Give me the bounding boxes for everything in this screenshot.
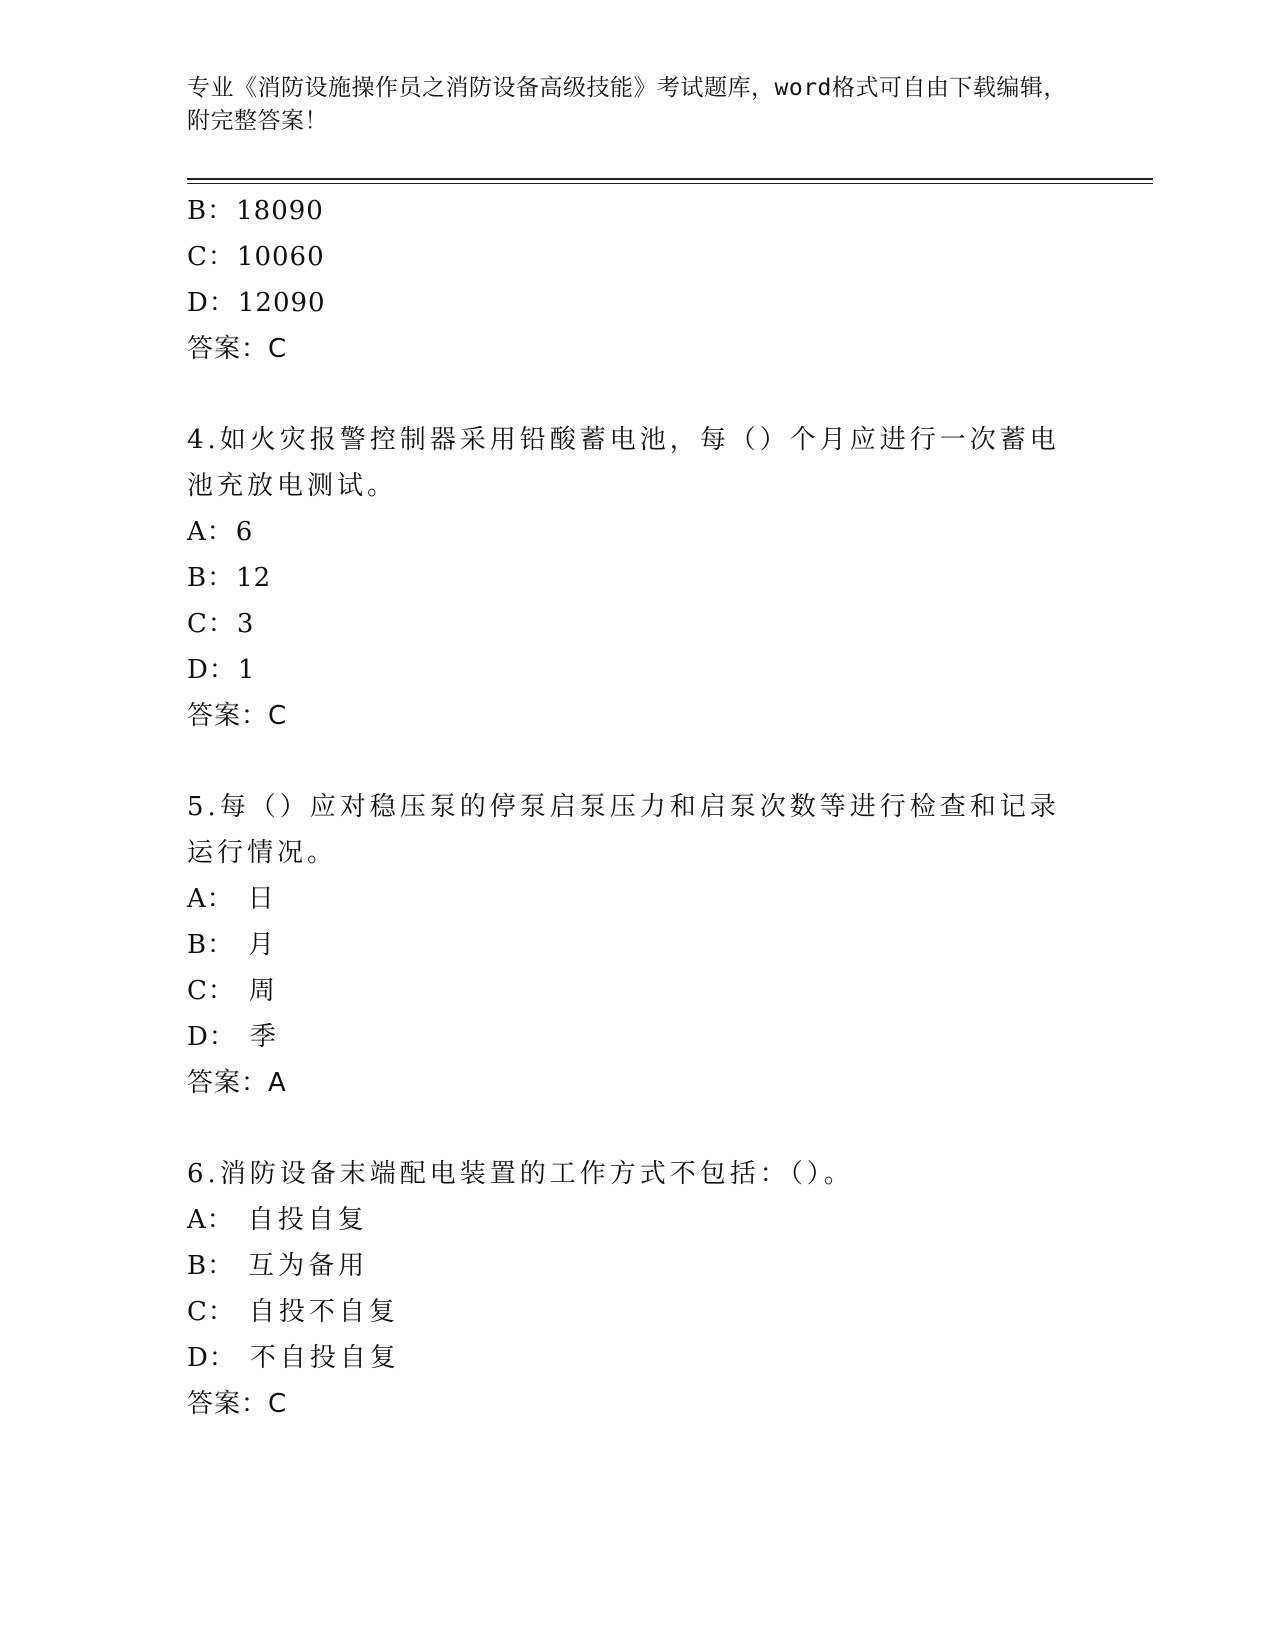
option-b: B： 月 xyxy=(187,930,276,960)
option-b: B：18090 xyxy=(187,196,324,226)
answer-line: 答案：C xyxy=(187,701,288,731)
question-6 xyxy=(187,1151,1087,1427)
header-divider-thin xyxy=(187,183,1153,184)
question-list xyxy=(187,188,1087,1427)
question-text: 4.如火灾报警控制器采用铅酸蓄电池，每（）个月应进行一次蓄电池充放电测试。 xyxy=(187,425,1060,501)
option-c: C：10060 xyxy=(187,242,325,272)
option-a: A： 自投自复 xyxy=(187,1205,368,1235)
option-c: C： 周 xyxy=(187,976,276,1006)
option-d: D：1 xyxy=(187,655,256,685)
option-c: C： 自投不自复 xyxy=(187,1297,399,1327)
option-d: D： 季 xyxy=(187,1022,277,1052)
question-text: 6.消防设备末端配电装置的工作方式不包括：（）。 xyxy=(187,1159,854,1189)
question-continued xyxy=(187,188,1087,372)
option-a: A：6 xyxy=(187,517,254,547)
answer-line: 答案：C xyxy=(187,1389,288,1419)
option-a: A： 日 xyxy=(187,884,275,914)
option-b: B：12 xyxy=(187,563,272,593)
option-d: D： 不自投自复 xyxy=(187,1343,400,1373)
answer-line: 答案：C xyxy=(187,334,288,364)
question-5 xyxy=(187,784,1087,1106)
option-b: B： 互为备用 xyxy=(187,1251,369,1281)
answer-line: 答案：A xyxy=(187,1068,287,1098)
question-text: 5.每（）应对稳压泵的停泵启泵压力和启泵次数等进行检查和记录运行情况。 xyxy=(187,792,1060,868)
option-d: D：12090 xyxy=(187,288,326,318)
option-c: C：3 xyxy=(187,609,255,639)
header-divider-thick xyxy=(187,178,1153,180)
question-4 xyxy=(187,417,1087,739)
document-header: 专业《消防设施操作员之消防设备高级技能》考试题库，word格式可自由下载编辑，附完整答案！ xyxy=(187,75,1067,134)
